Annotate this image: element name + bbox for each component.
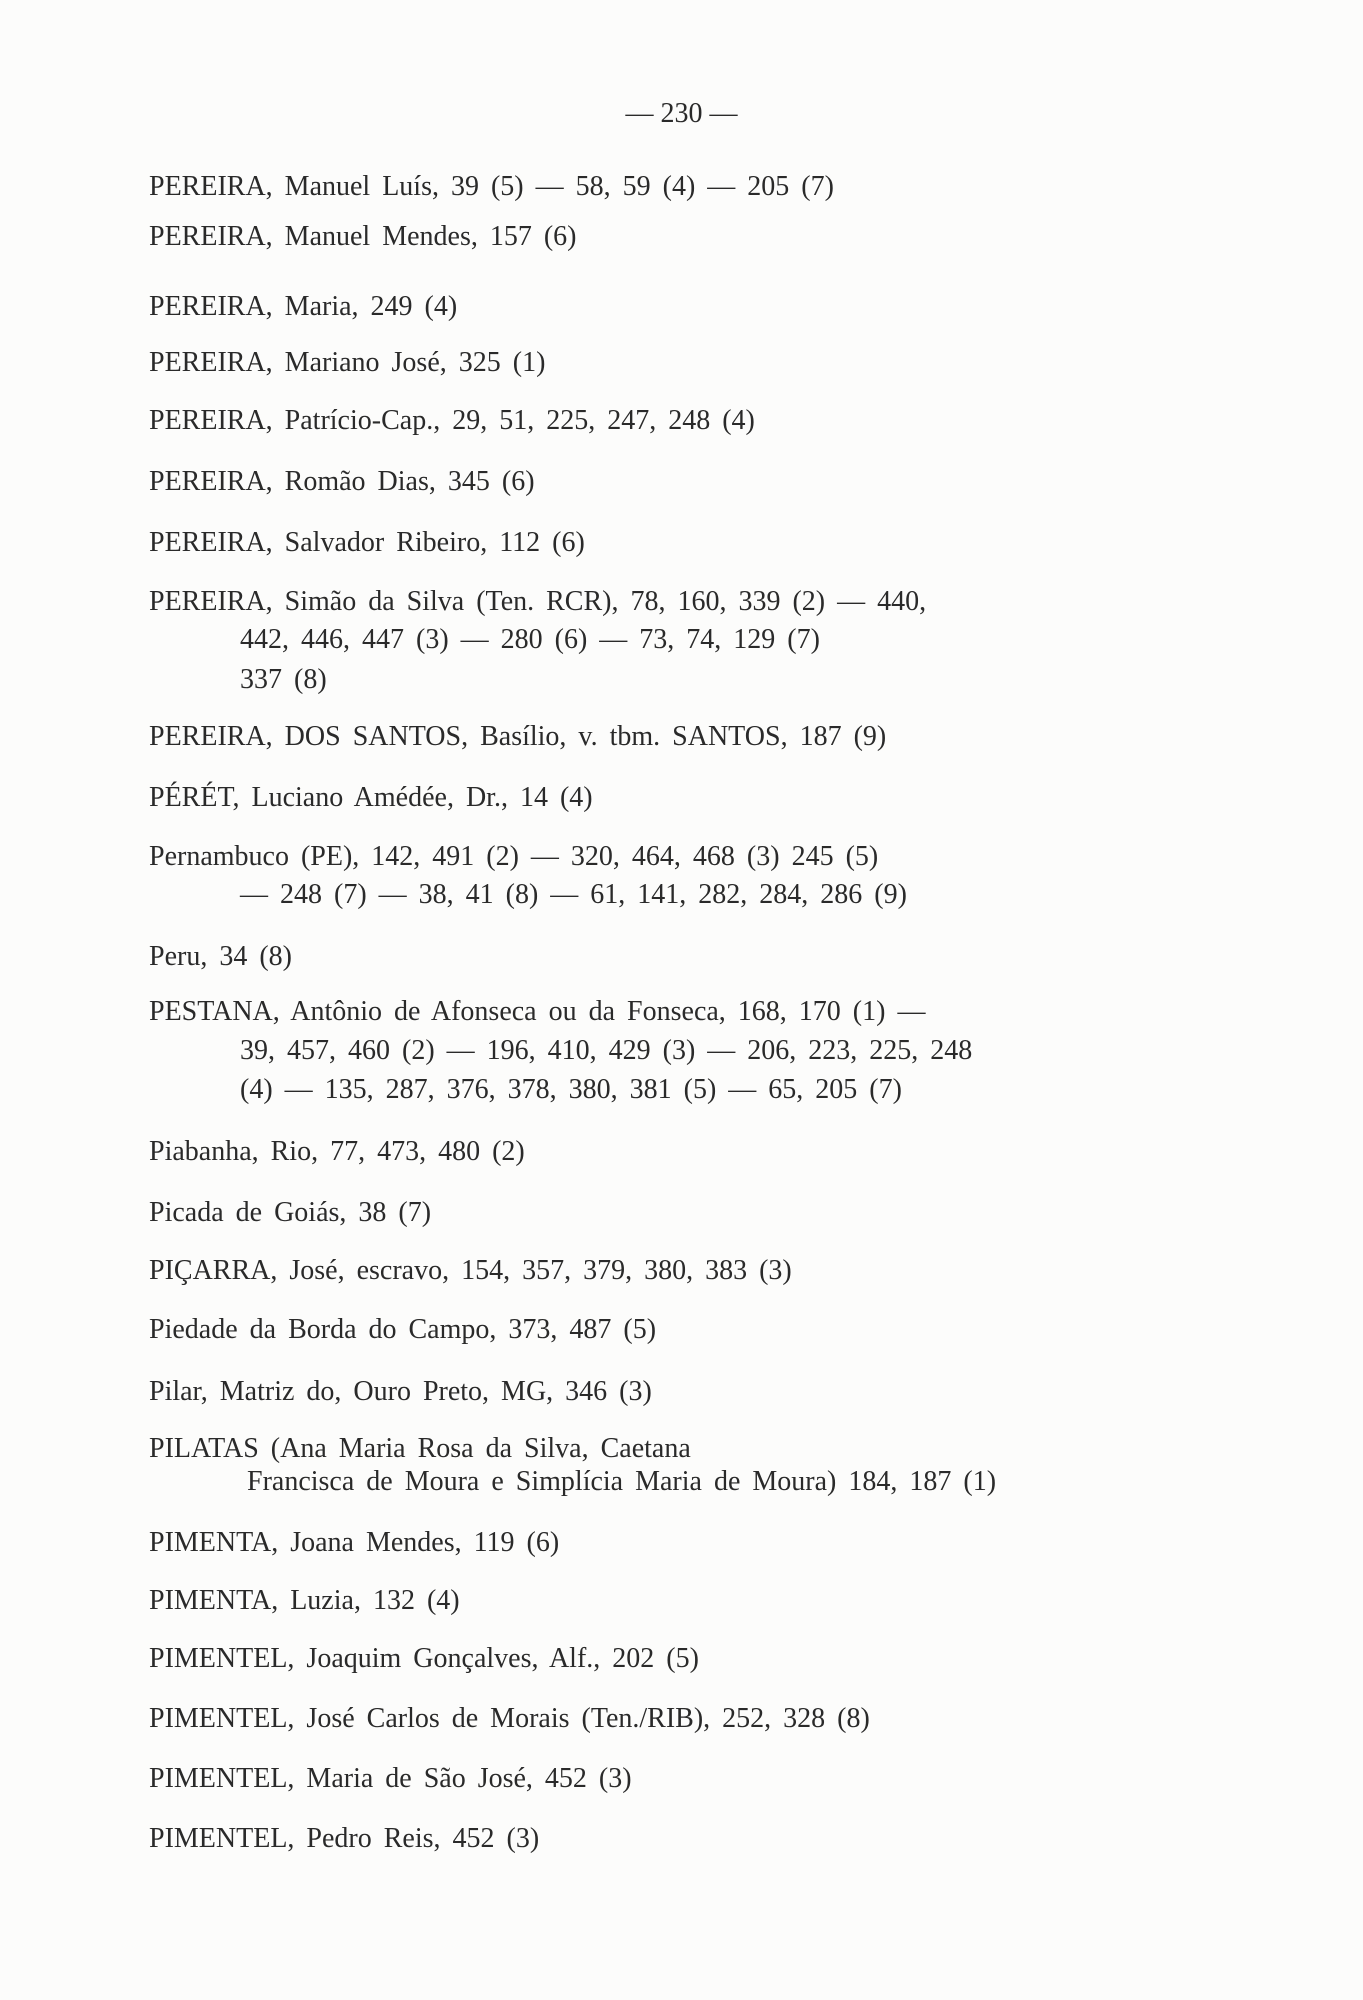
index-entry: PIMENTA, Luzia, 132 (4)	[149, 1585, 460, 1616]
index-entry: PEREIRA, Manuel Luís, 39 (5) — 58, 59 (4) — 205 (7)	[149, 171, 834, 202]
index-entry: Picada de Goiás, 38 (7)	[149, 1197, 432, 1228]
index-entry: PEREIRA, Romão Dias, 345 (6)	[149, 466, 535, 497]
index-entry: PEREIRA, Mariano José, 325 (1)	[149, 347, 546, 378]
index-entry-continuation: (4) — 135, 287, 376, 378, 380, 381 (5) — 65, 205 (7)	[240, 1074, 902, 1105]
index-entry-continuation: — 248 (7) — 38, 41 (8) — 61, 141, 282, 284, 286 (9)	[240, 879, 907, 910]
index-entry: PESTANA, Antônio de Afonseca ou da Fonseca, 168, 170 (1) —	[149, 996, 926, 1027]
index-entry: PILATAS (Ana Maria Rosa da Silva, Caetana	[149, 1433, 691, 1464]
index-entry: PEREIRA, Manuel Mendes, 157 (6)	[149, 221, 577, 252]
index-entry: PIMENTEL, Maria de São José, 452 (3)	[149, 1763, 632, 1794]
index-entry: PIMENTEL, José Carlos de Morais (Ten./RIB), 252, 328 (8)	[149, 1703, 870, 1734]
index-entry: Piedade da Borda do Campo, 373, 487 (5)	[149, 1314, 657, 1345]
index-entry: Piabanha, Rio, 77, 473, 480 (2)	[149, 1136, 525, 1167]
index-entry: PIMENTEL, Pedro Reis, 452 (3)	[149, 1823, 540, 1854]
index-entry: PEREIRA, Salvador Ribeiro, 112 (6)	[149, 527, 585, 558]
index-entry: Peru, 34 (8)	[149, 941, 292, 972]
index-entry-continuation: 442, 446, 447 (3) — 280 (6) — 73, 74, 129 (7)	[240, 624, 820, 655]
index-entry: PEREIRA, Simão da Silva (Ten. RCR), 78, 160, 339 (2) — 440,	[149, 586, 927, 617]
index-entry-continuation: 337 (8)	[240, 664, 327, 695]
index-entry: Pernambuco (PE), 142, 491 (2) — 320, 464, 468 (3) 245 (5)	[149, 841, 879, 872]
index-entry: Pilar, Matriz do, Ouro Preto, MG, 346 (3)	[149, 1376, 652, 1407]
index-entry: PEREIRA, Patrício-Cap., 29, 51, 225, 247, 248 (4)	[149, 405, 755, 436]
index-entry-continuation: Francisca de Moura e Simplícia Maria de Moura) 184, 187 (1)	[247, 1466, 997, 1497]
index-entry: PIÇARRA, José, escravo, 154, 357, 379, 380, 383 (3)	[149, 1255, 792, 1286]
page-number: — 230 —	[625, 98, 738, 129]
index-entry: PÉRÉT, Luciano Amédée, Dr., 14 (4)	[149, 782, 593, 813]
index-entry: PIMENTEL, Joaquim Gonçalves, Alf., 202 (5)	[149, 1643, 699, 1674]
index-entry: PEREIRA, DOS SANTOS, Basílio, v. tbm. SANTOS, 187 (9)	[149, 721, 887, 752]
index-entry: PEREIRA, Maria, 249 (4)	[149, 291, 458, 322]
index-entry-continuation: 39, 457, 460 (2) — 196, 410, 429 (3) — 206, 223, 225, 248	[240, 1035, 973, 1066]
index-entry: PIMENTA, Joana Mendes, 119 (6)	[149, 1527, 560, 1558]
